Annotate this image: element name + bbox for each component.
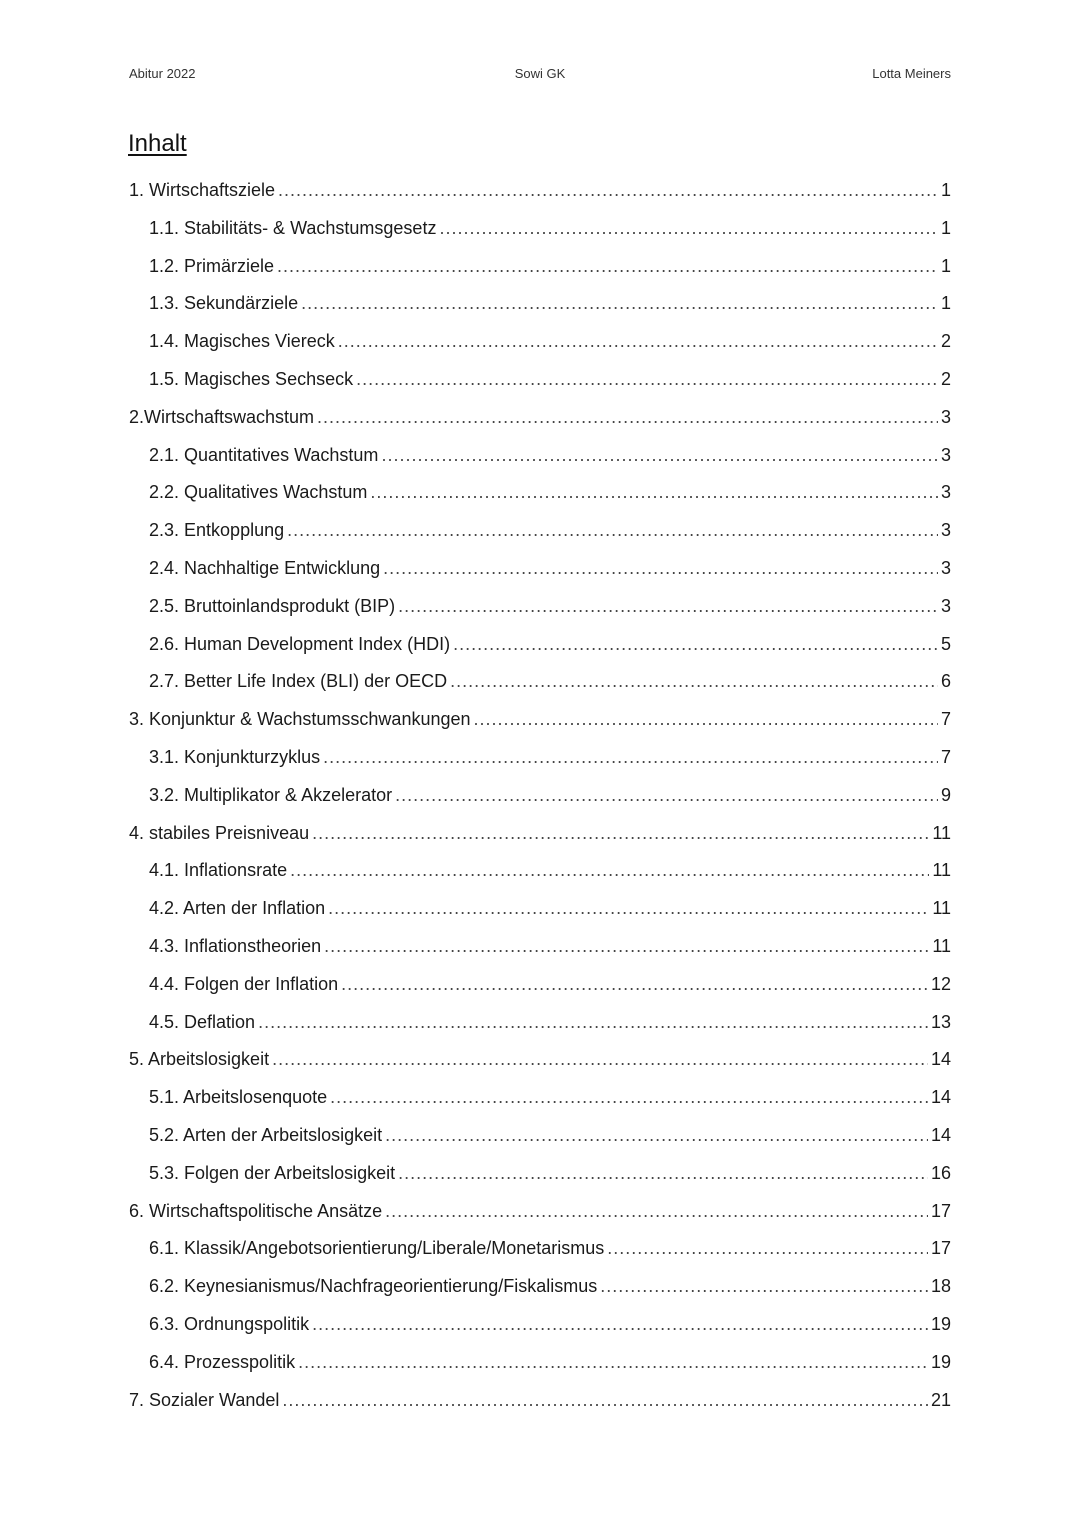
toc-section-link[interactable] (129, 777, 951, 815)
dot-leader (272, 1041, 928, 1079)
toc-page-number: 16 (930, 1162, 951, 1183)
dot-leader (301, 285, 938, 323)
toc-entry-title: 2.1. Quantitatives Wachstum (149, 444, 379, 465)
toc-entry-title: 6.4. Prozesspolitik (149, 1351, 296, 1372)
toc-page-number: 3 (940, 520, 951, 541)
toc-entry-title: 3. Konjunktur & Wachstumsschwankungen (129, 709, 471, 730)
dot-leader (356, 361, 938, 399)
toc-page-number: 3 (940, 444, 951, 465)
toc-chapter-link[interactable] (129, 399, 951, 437)
toc-page-number: 9 (940, 784, 951, 805)
dot-leader (600, 1268, 928, 1306)
table-of-contents (129, 172, 951, 1419)
toc-entry-title: 6.3. Ordnungspolitik (149, 1313, 310, 1334)
dot-leader (324, 928, 929, 966)
toc-section-link[interactable] (129, 890, 951, 928)
toc-section-link[interactable] (129, 474, 951, 512)
dot-leader (323, 739, 938, 777)
toc-section-link[interactable] (129, 663, 951, 701)
toc-entry-title: 1. Wirtschaftsziele (129, 180, 276, 200)
toc-section-link[interactable] (129, 928, 951, 966)
toc-section-link[interactable] (129, 1268, 951, 1306)
toc-entry-title: 4.2. Arten der Inflation (149, 898, 326, 919)
dot-leader (317, 399, 938, 437)
toc-entry-title: 3.2. Multiplikator & Akzelerator (149, 784, 393, 805)
header-exam-label: Abitur 2022 (129, 66, 196, 81)
dot-leader (385, 1117, 928, 1155)
toc-page-number: 2 (940, 331, 951, 352)
dot-leader (453, 626, 938, 664)
dot-leader (398, 1155, 928, 1193)
toc-page-number: 17 (930, 1238, 951, 1259)
toc-page-number: 3 (940, 557, 951, 578)
toc-entry-title: 4.5. Deflation (149, 1011, 256, 1032)
toc-chapter-link[interactable] (129, 701, 951, 739)
toc-section-link[interactable] (129, 1306, 951, 1344)
toc-chapter-link[interactable] (129, 1382, 951, 1420)
toc-page-number: 12 (930, 973, 951, 994)
toc-entry-title: 1.5. Magisches Sechseck (149, 368, 354, 389)
dot-leader (385, 1193, 928, 1231)
toc-entry-title: 1.2. Primärziele (149, 255, 275, 276)
toc-section-link[interactable] (129, 1004, 951, 1042)
header-subject-label: Sowi GK (514, 66, 566, 81)
dot-leader (370, 474, 938, 512)
dot-leader (383, 550, 938, 588)
dot-leader (338, 323, 938, 361)
toc-page-number: 14 (930, 1124, 951, 1145)
toc-entry-title: 1.1. Stabilitäts- & Wachstumsgesetz (149, 217, 437, 238)
toc-page-number: 21 (930, 1389, 951, 1410)
toc-section-link[interactable] (129, 852, 951, 890)
dot-leader (330, 1079, 928, 1117)
dot-leader (298, 1344, 928, 1382)
toc-section-link[interactable] (129, 1155, 951, 1193)
dot-leader (398, 588, 938, 626)
toc-chapter-link[interactable] (129, 172, 951, 210)
toc-entry-title: 1.3. Sekundärziele (149, 293, 299, 314)
toc-section-link[interactable] (129, 1230, 951, 1268)
toc-section-link[interactable] (129, 285, 951, 323)
toc-page-number: 3 (940, 406, 951, 427)
toc-entry-title: 5. Arbeitslosigkeit (129, 1049, 270, 1070)
dot-leader (474, 701, 938, 739)
toc-entry-title: 2.Wirtschaftswachstum (129, 406, 315, 427)
toc-page-number: 1 (940, 293, 951, 314)
toc-page-number: 11 (932, 898, 951, 919)
dot-leader (258, 1004, 928, 1042)
toc-entry-title: 6.1. Klassik/Angebotsorientierung/Liberale/Monetarismus (149, 1238, 605, 1259)
toc-page-number: 17 (930, 1200, 951, 1221)
toc-entry-title: 2.6. Human Development Index (HDI) (149, 633, 451, 654)
toc-page-number: 14 (930, 1087, 951, 1108)
dot-leader (439, 210, 938, 248)
toc-entry-title: 2.7. Better Life Index (BLI) der OECD (149, 671, 448, 692)
toc-page-number: 14 (930, 1049, 951, 1070)
toc-section-link[interactable] (129, 1117, 951, 1155)
toc-section-link[interactable] (129, 210, 951, 248)
dot-leader (282, 1382, 928, 1420)
toc-entry-title: 2.4. Nachhaltige Entwicklung (149, 557, 381, 578)
toc-page-number: 6 (940, 671, 951, 692)
toc-entry-title: 4.1. Inflationsrate (149, 860, 288, 881)
toc-section-link[interactable] (129, 437, 951, 475)
toc-entry-title: 5.2. Arten der Arbeitslosigkeit (149, 1124, 383, 1145)
toc-section-link[interactable] (129, 966, 951, 1004)
toc-page-number: 5 (940, 633, 951, 654)
toc-page-number: 19 (930, 1351, 951, 1372)
toc-section-link[interactable] (129, 626, 951, 664)
toc-section-link[interactable] (129, 248, 951, 286)
dot-leader (312, 1306, 928, 1344)
toc-page-number: 19 (930, 1313, 951, 1334)
toc-section-link[interactable] (129, 1344, 951, 1382)
dot-leader (290, 852, 929, 890)
dot-leader (328, 890, 929, 928)
dot-leader (395, 777, 938, 815)
toc-page-number: 1 (940, 255, 951, 276)
dot-leader (277, 248, 938, 286)
toc-entry-title: 7. Sozialer Wandel (129, 1389, 280, 1410)
toc-entry-title: 4. stabiles Preisniveau (129, 822, 310, 843)
toc-entry-title: 4.3. Inflationstheorien (149, 935, 322, 956)
dot-leader (278, 172, 938, 210)
dot-leader (450, 663, 938, 701)
toc-entry-title: 2.3. Entkopplung (149, 520, 285, 541)
toc-section-link[interactable] (129, 739, 951, 777)
toc-section-link[interactable] (129, 323, 951, 361)
toc-page-number: 11 (932, 822, 951, 843)
toc-section-link[interactable] (129, 361, 951, 399)
page-header (129, 66, 951, 84)
toc-chapter-link[interactable] (129, 815, 951, 853)
toc-title: Inhalt (128, 130, 187, 157)
toc-page-number: 11 (932, 860, 951, 881)
toc-page-number: 2 (940, 368, 951, 389)
toc-page-number: 7 (940, 746, 951, 767)
toc-page-number: 18 (930, 1276, 951, 1297)
toc-page-number: 1 (940, 217, 951, 238)
dot-leader (312, 815, 929, 853)
toc-entry-title: 6. Wirtschaftspolitische Ansätze (129, 1200, 383, 1221)
dot-leader (287, 512, 938, 550)
toc-entry-title: 1.4. Magisches Viereck (149, 331, 335, 352)
toc-entry-title: 4.4. Folgen der Inflation (149, 973, 339, 994)
toc-section-link[interactable] (129, 550, 951, 588)
toc-page-number: 13 (930, 1011, 951, 1032)
toc-page-number: 1 (940, 180, 951, 200)
dot-leader (341, 966, 928, 1004)
toc-section-link[interactable] (129, 1079, 951, 1117)
toc-entry-title: 3.1. Konjunkturzyklus (149, 746, 321, 767)
toc-section-link[interactable] (129, 588, 951, 626)
toc-entry-title: 5.1. Arbeitslosenquote (149, 1087, 328, 1108)
toc-entry-title: 2.2. Qualitatives Wachstum (149, 482, 368, 503)
toc-chapter-link[interactable] (129, 1041, 951, 1079)
toc-entry-title: 5.3. Folgen der Arbeitslosigkeit (149, 1162, 396, 1183)
toc-page-number: 7 (940, 709, 951, 730)
toc-section-link[interactable] (129, 512, 951, 550)
toc-chapter-link[interactable] (129, 1193, 951, 1231)
dot-leader (381, 437, 938, 475)
toc-page-number: 3 (940, 595, 951, 616)
toc-entry-title: 2.5. Bruttoinlandsprodukt (BIP) (149, 595, 396, 616)
toc-entry-title: 6.2. Keynesianismus/Nachfrageorientierung/Fiskalismus (149, 1276, 598, 1297)
header-author-name: Lotta Meiners (872, 66, 951, 81)
toc-page-number: 3 (940, 482, 951, 503)
dot-leader (607, 1230, 928, 1268)
toc-page-number: 11 (932, 935, 951, 956)
